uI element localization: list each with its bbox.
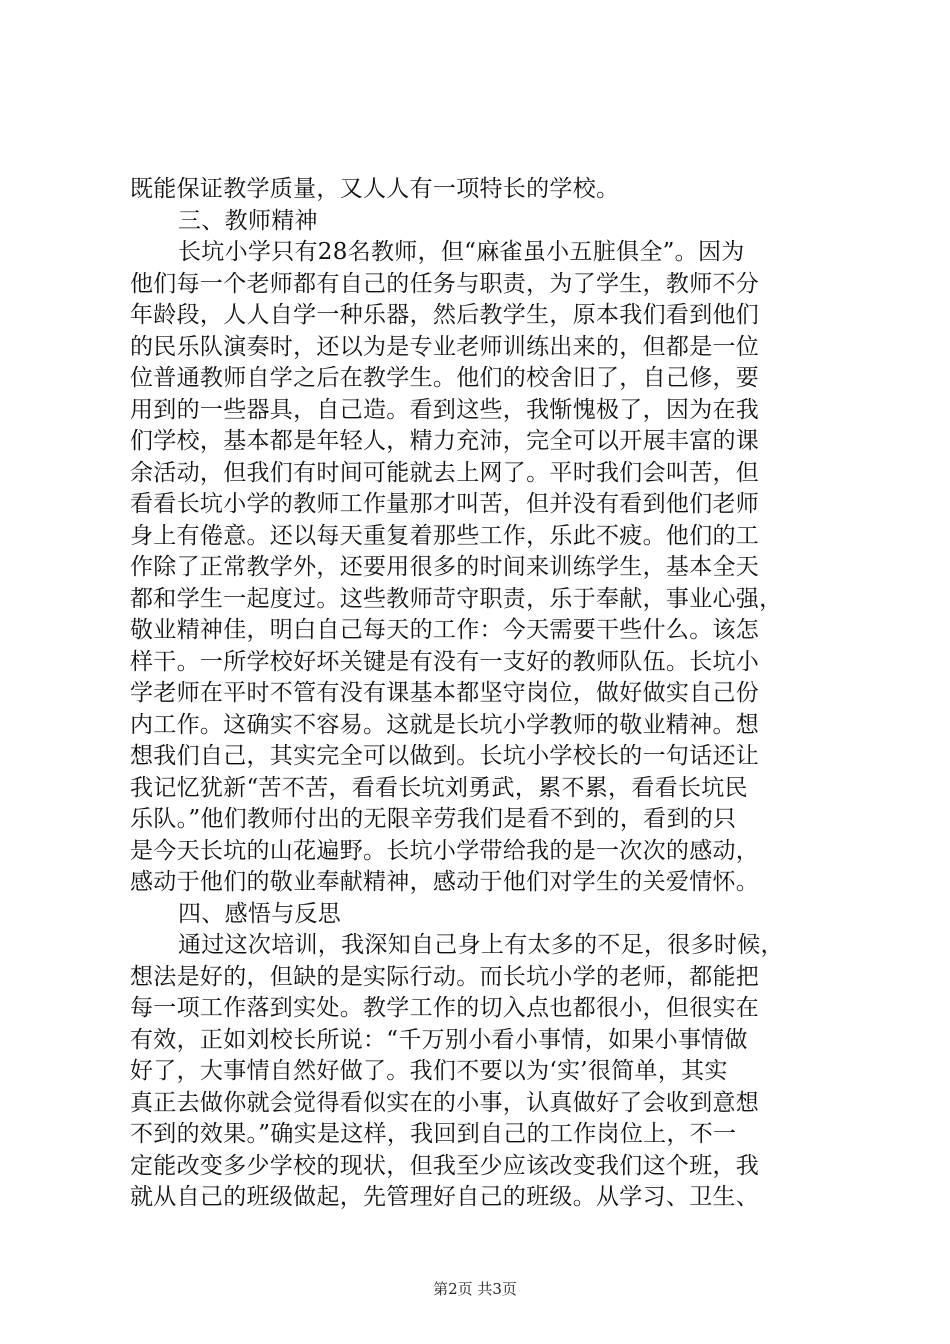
text-line: 他们每一个老师都有自己的任务与职责，为了学生，教师不分 [130,270,760,297]
text-line: 作除了正常教学外，还要用很多的时间来训练学生，基本全天 [130,554,760,580]
page-number-footer: 第2页 共3页 [433,1280,517,1298]
text-line: 们学校，基本都是年轻人，精力充沛，完全可以开展丰富的课 [130,428,760,454]
text-line: 想法是好的，但缺的是实际行动。而长坑小学的老师，都能把 [130,963,760,990]
text-line: 就从自己的班级做起，先管理好自己的班级。从学习、卫生、 [130,1184,760,1210]
text-line: 内工作。这确实不容易。这就是长坑小学教师的敬业精神。想 [130,711,760,738]
text-line: 身上有倦意。还以每天重复着那些工作，乐此不疲。他们的工 [130,522,760,549]
text-line: 既能保证教学质量，又人人有一项特长的学校。 [130,176,620,202]
text-line: 样干。一所学校好坏关键是有没有一支好的教师队伍。长坑小 [130,648,760,675]
body-text [130,174,830,1214]
text-line: 敬业精神佳，明白自己每天的工作：今天需要干些什么。该怎 [130,617,760,643]
text-line: 的民乐队演奏时，还以为是专业老师训练出来的，但都是一位 [130,333,760,360]
text-line: 每一项工作落到实处。教学工作的切入点也都很小，但很实在 [130,995,760,1021]
text-line: 余活动，但我们有时间可能就去上网了。平时我们会叫苦，但 [130,459,760,486]
text-line: 都和学生一起度过。这些教师苛守职责，乐于奉献，事业心强， [130,585,783,612]
text-line: 感动于他们的敬业奉献精神，感动于他们对学生的关爱情怀。 [130,869,760,895]
text-line: 通过这次培训，我深知自己身上有太多的不足，很多时候， [178,932,784,958]
text-line: 乐队。”他们教师付出的无限辛劳我们是看不到的，看到的只 [130,806,737,832]
text-line: 想我们自己，其实完全可以做到。长坑小学校长的一句话还让 [130,743,760,769]
text-line: 长坑小学只有28名教师，但“麻雀虽小五脏俱全”。因为 [178,239,745,265]
text-line: 不到的效果。”确实是这样，我回到自己的工作岗位上，不一 [130,1121,737,1147]
text-line: 用到的一些器具，自己造。看到这些，我惭愧极了，因为在我 [130,396,760,423]
text-line: 好了，大事情自然好做了。我们不要以为‘实’很简单，其实 [130,1058,728,1084]
text-line: 定能改变多少学校的现状，但我至少应该改变我们这个班，我 [130,1152,760,1179]
section-heading-teacher-spirit: 三、教师精神 [178,207,318,234]
section-heading-reflection: 四、感悟与反思 [178,900,342,927]
text-line: 我记忆犹新“苦不苦，看看长坑刘勇武，累不累，看看长坑民 [130,774,748,801]
text-line: 真正去做你就会觉得看似实在的小事，认真做好了会收到意想 [130,1089,760,1116]
text-line: 年龄段，人人自学一种乐器，然后教学生，原本我们看到他们 [130,302,760,328]
text-line: 看看长坑小学的教师工作量那才叫苦，但并没有看到他们老师 [130,491,760,517]
text-line: 有效，正如刘校长所说：“千万别小看小事情，如果小事情做 [130,1026,748,1053]
text-line: 学老师在平时不管有没有课基本都坚守岗位，做好做实自己份 [130,680,760,706]
text-line: 是今天长坑的山花遍野。长坑小学带给我的是一次次的感动， [130,837,760,864]
text-line: 位普通教师自学之后在教学生。他们的校舍旧了，自己修，要 [130,365,760,391]
